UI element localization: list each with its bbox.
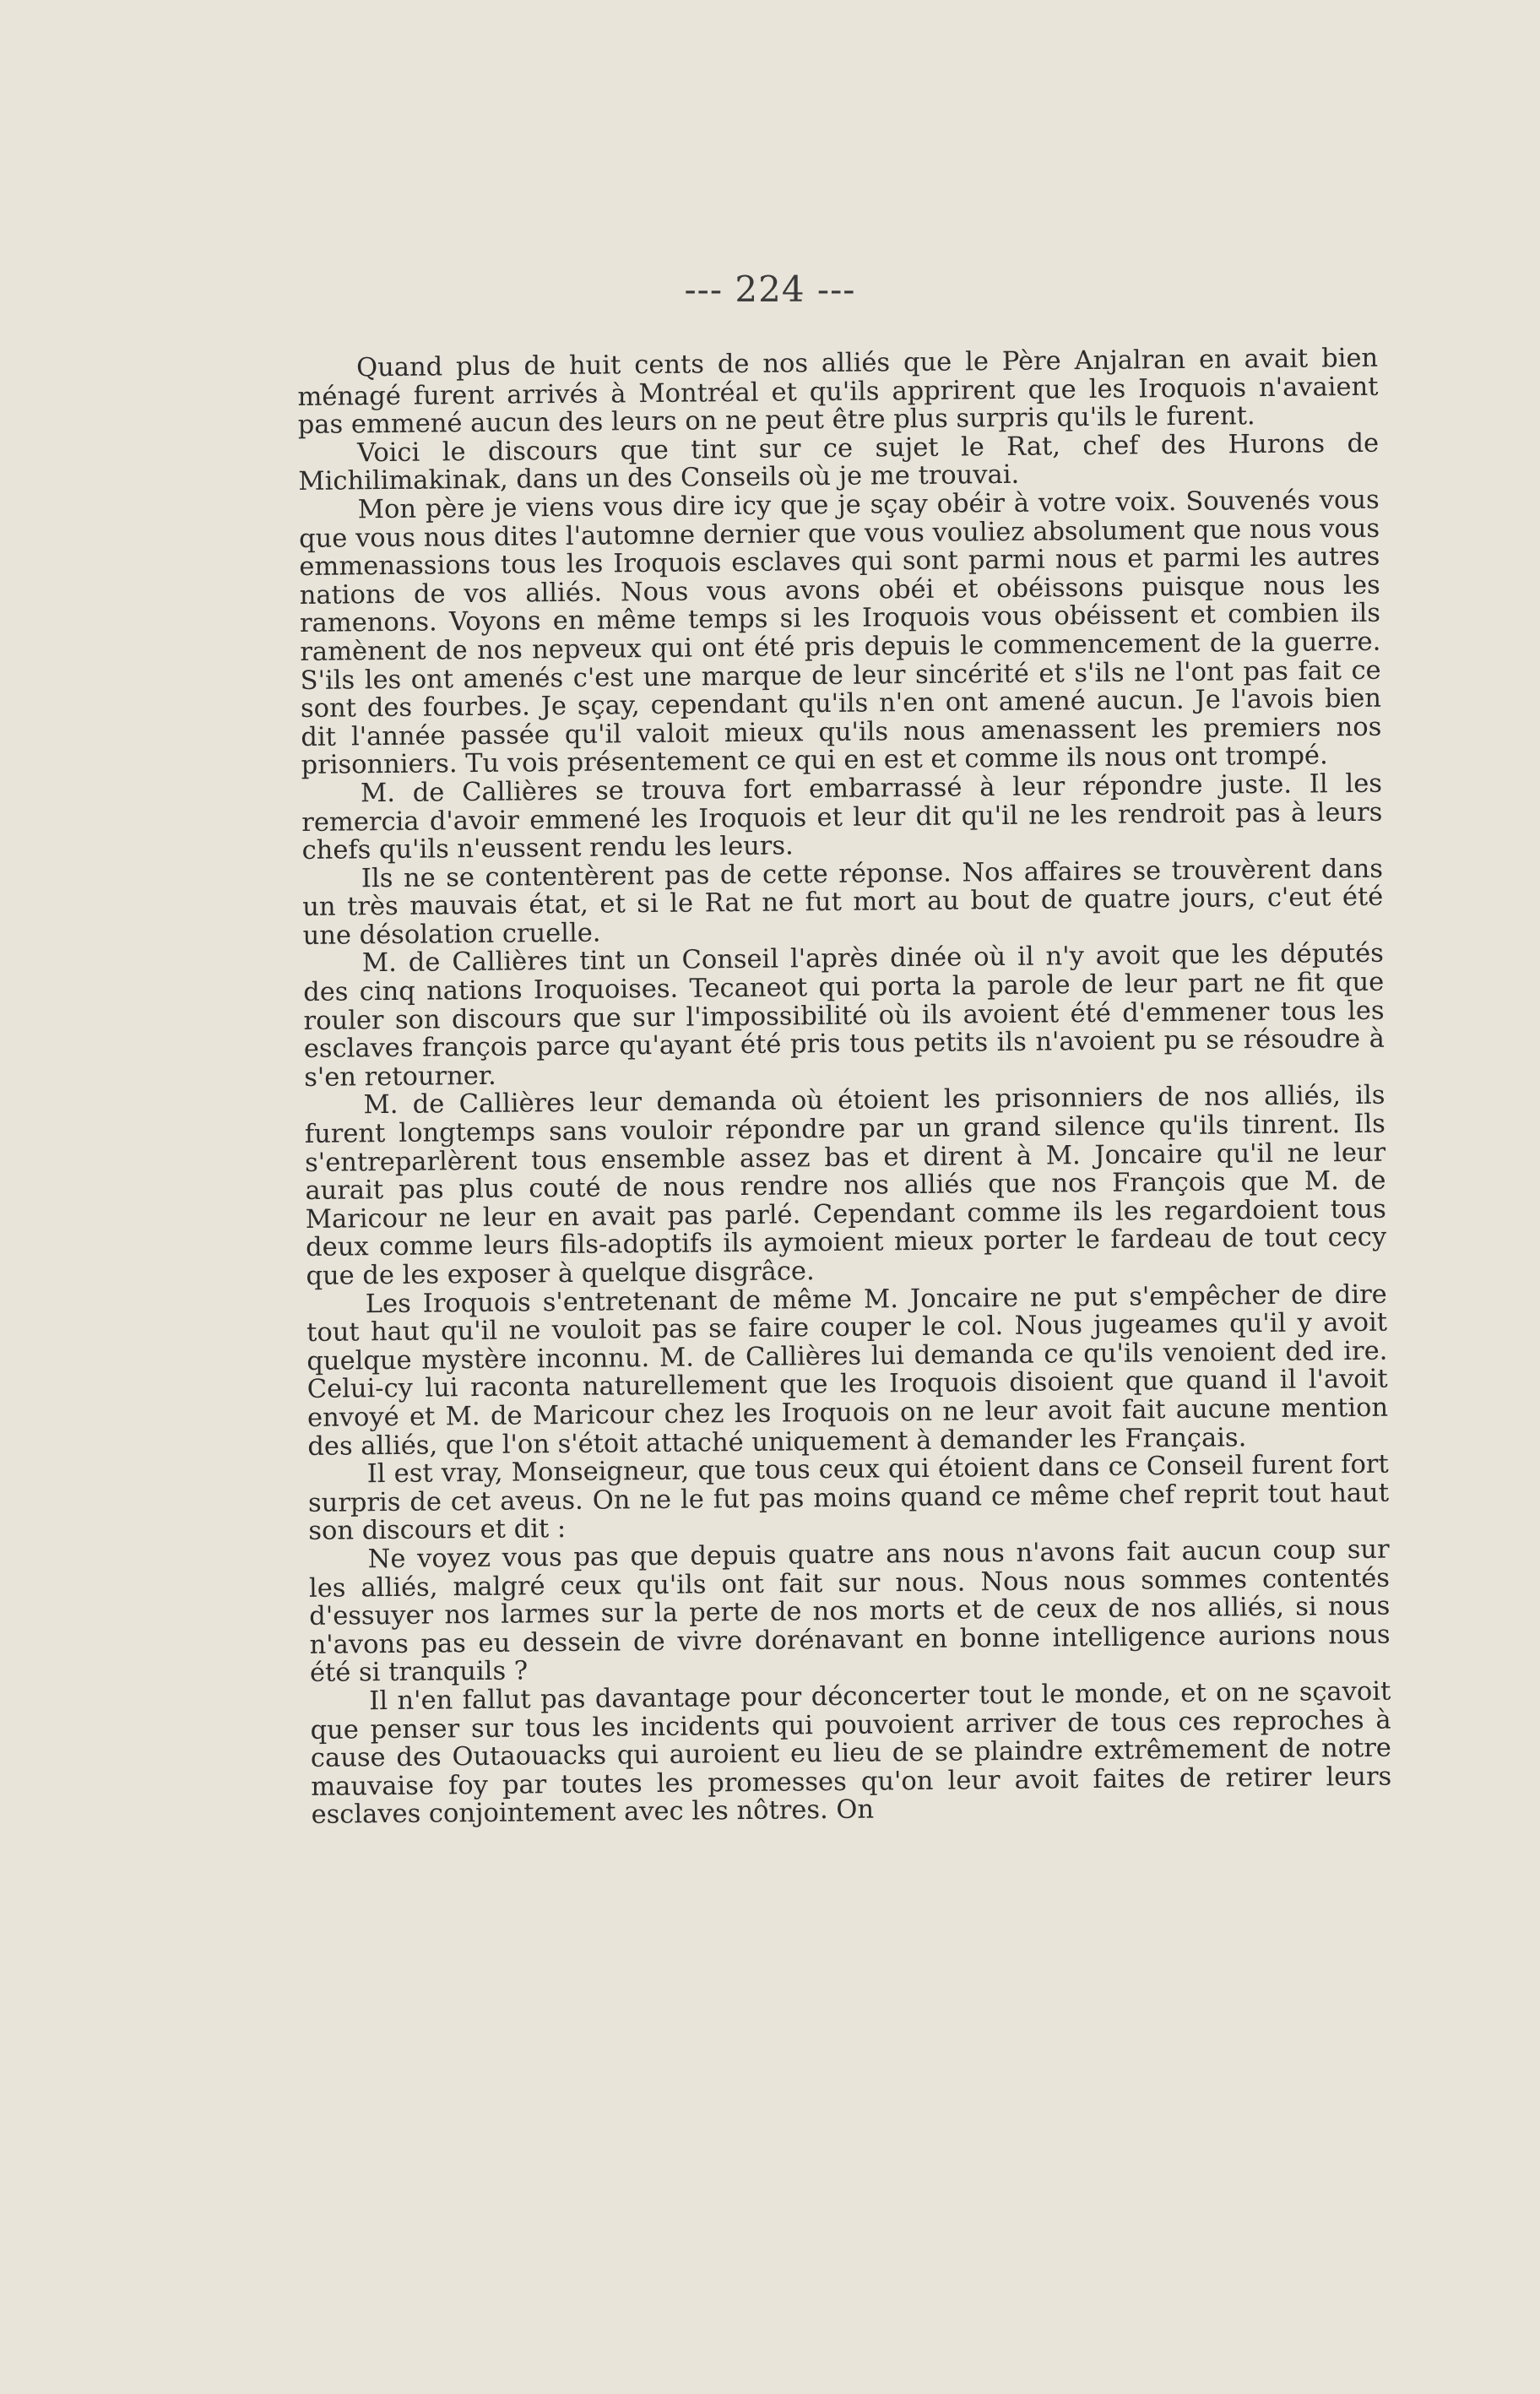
paragraph: Il n'en fallut pas davantage pour déconcerter tout le monde, et on ne sçavoit que penser sur tous les incidents qui pouvoient arriver de tous ces reproches à cause des Outaouacks qui auroient eu lieu de se plaindre extrêmement de notre mauvaise foy par toutes les promesses qu'on leur avoit faites de retirer leurs esclaves conjointement avec les nôtres. On [310, 1676, 1392, 1831]
paragraph: Voici le discours que tint sur ce sujet le Rat, chef des Hurons de Michilimakinak, dans un des Conseils où je me trouvai. [298, 428, 1380, 497]
paragraph: Les Iroquois s'entretenant de même M. Joncaire ne put s'empêcher de dire tout haut qu'il ne vouloit pas se faire couper le col. Nous jugeames qu'il y avoit quelque mystère inconnu. M. de Callières lui demanda ce qu'ils venoient ded ire. Celui-cy lui raconta naturellement que les Iroquois disoient que quand il l'avoit envoyé et M. de Maricour chez les Iroquois on ne leur avoit fait aucune mention des alliés, que l'on s'étoit attaché uniquement à demander les Français. [306, 1279, 1389, 1462]
body-text [297, 345, 1392, 1830]
paragraph: Ils ne se contentèrent pas de cette réponse. Nos affaires se trouvèrent dans un très mauvais état, et si le Rat ne fut mort au bout de quatre jours, c'eut été une désolation cruelle. [302, 854, 1384, 951]
paragraph: M. de Callières tint un Conseil l'après dinée où il n'y avoit que les députés des cinq nations Iroquoises. Tecaneot qui porta la parole de leur part ne fit que rouler son discours que sur l'impossibilité où ils avoient été d'emmener tous les esclaves françois parce qu'ayant été pris tous petits ils n'avoient pu se résoudre à s'en retourner. [303, 939, 1385, 1093]
paragraph: Mon père je viens vous dire icy que je sçay obéir à votre voix. Souvenés vous que vous nous dites l'automne dernier que vous vouliez absolument que nous vous emmenassions tous les Iroquois esclaves qui sont parmi nous et parmi les autres nations de vos alliés. Nous vous avons obéi et obéissons puisque nous les ramenons. Voyons en même temps si les Iroquois vous obéissent et combien ils ramènent de nos nepveux qui ont été pris depuis le commencement de la guerre. S'ils les ont amenés c'est une marque de leur sincérité et s'ils ne l'ont pas fait ce sont des fourbes. Je sçay, cependant qu'ils n'en ont amené aucun. Je l'avois bien dit l'année passée qu'il valoit mieux qu'ils nous amenassent les premiers nos prisonniers. Tu vois présentement ce qui en est et comme ils nous ont trompé. [298, 485, 1382, 781]
paragraph: Quand plus de huit cents de nos alliés que le Père Anjalran en avait bien ménagé furent arrivés à Montréal et qu'ils apprirent que les Iroquois n'avaient pas emmené aucun des leurs on ne peut être plus surpris qu'ils le furent. [297, 343, 1379, 441]
paragraph: Il est vray, Monseigneur, que tous ceux qui étoient dans ce Conseil furent fort surpris de cet aveus. On ne le fut pas moins quand ce même chef reprit tout haut son discours et dit : [307, 1449, 1390, 1547]
page-number: --- 224 --- [684, 269, 856, 310]
paragraph: Ne voyez vous pas que depuis quatre ans nous n'avons fait aucun coup sur les alliés, malgré ceux qu'ils ont fait sur nous. Nous nous sommes contentés d'essuyer nos larmes sur la perte de nos morts et de ceux de nos alliés, si nous n'avons pas eu dessein de vivre dorénavant en bonne intelligence aurions nous été si tranquils ? [308, 1534, 1391, 1689]
paragraph: M. de Callières se trouva fort embarrassé à leur répondre juste. Il les remercia d'avoir emmené les Iroquois et leur dit qu'il ne les rendroit pas à leurs chefs qu'ils n'eussent rendu les leurs. [301, 768, 1383, 866]
paragraph: M. de Callières leur demanda où étoient les prisonniers de nos alliés, ils furent longtemps sans vouloir répondre par un grand silence qu'ils tinrent. Ils s'entreparlèrent tous ensemble assez bas et dirent à M. Joncaire qu'il ne leur aurait pas plus couté de nous rendre nos alliés que nos François que M. de Maricour ne leur en avait pas parlé. Cependant comme ils les regardoient tous deux comme leurs fils-adoptifs ils aymoient mieux porter le fardeau de tout cecy que de les exposer à quelque disgrâce. [304, 1081, 1387, 1291]
